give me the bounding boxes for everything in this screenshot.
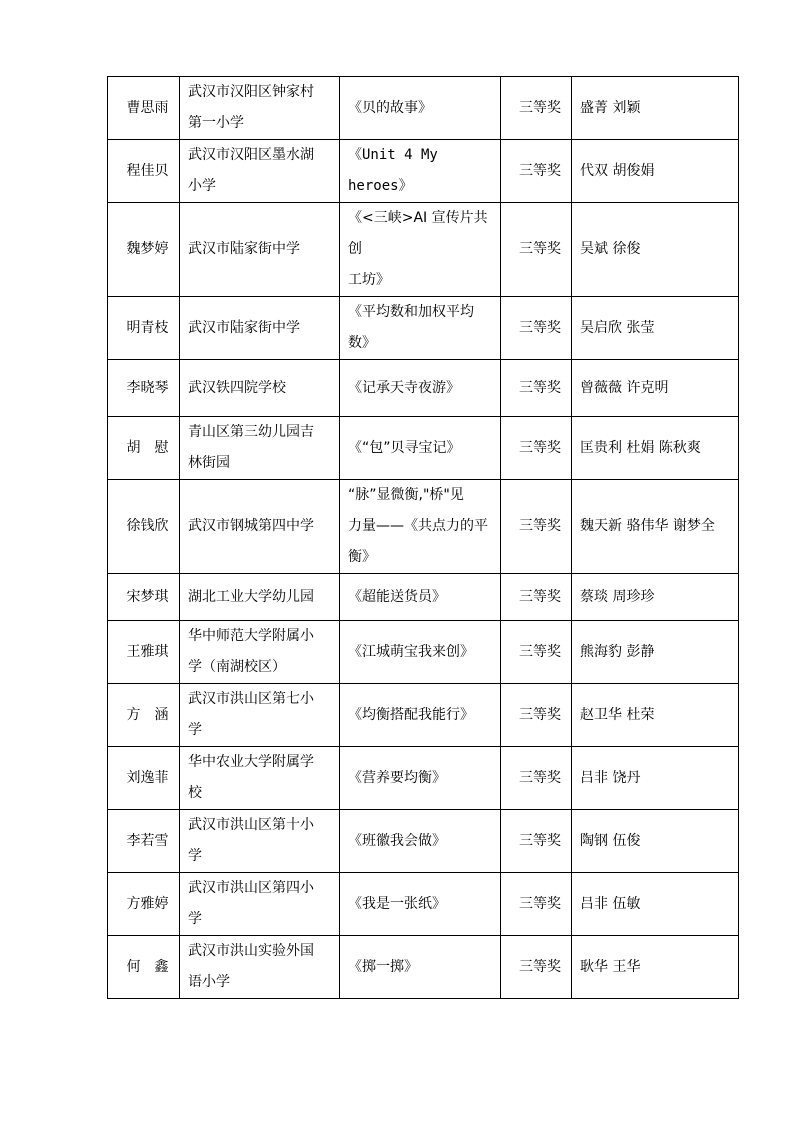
- awards-table: [107, 76, 739, 999]
- advisor-teachers: 陶钢 伍俊: [572, 810, 739, 873]
- advisor-teachers: 吕非 饶丹: [572, 747, 739, 810]
- school-name: 湖北工业大学幼儿园: [180, 574, 340, 621]
- school-name: 武汉市陆家街中学: [180, 297, 340, 360]
- advisor-teachers: 代双 胡俊娟: [572, 140, 739, 203]
- table-row: [108, 936, 739, 999]
- award-level: 三等奖: [501, 77, 572, 140]
- advisor-teachers: 赵卫华 杜荣: [572, 684, 739, 747]
- school-name: 武汉市陆家街中学: [180, 203, 340, 297]
- award-level: 三等奖: [501, 203, 572, 297]
- advisor-teachers: 吴启欣 张莹: [572, 297, 739, 360]
- table-row: [108, 621, 739, 684]
- student-name: 王雅琪: [108, 621, 180, 684]
- work-title: 《记承天寺夜游》: [340, 360, 501, 417]
- advisor-teachers: 蔡琰 周珍珍: [572, 574, 739, 621]
- table-row: [108, 574, 739, 621]
- work-title: 《均衡搭配我能行》: [340, 684, 501, 747]
- work-title: 《掷一掷》: [340, 936, 501, 999]
- table-row: [108, 684, 739, 747]
- award-level: 三等奖: [501, 297, 572, 360]
- table-row: [108, 873, 739, 936]
- advisor-teachers: 耿华 王华: [572, 936, 739, 999]
- table-row: [108, 140, 739, 203]
- school-name: 华中师范大学附属小 学（南湖校区）: [180, 621, 340, 684]
- table-row: [108, 77, 739, 140]
- table-row: [108, 203, 739, 297]
- table-row: [108, 417, 739, 480]
- award-level: 三等奖: [501, 747, 572, 810]
- work-title: 《营养要均衡》: [340, 747, 501, 810]
- school-name: 武汉市洪山区第七小 学: [180, 684, 340, 747]
- student-name: 方 涵: [108, 684, 180, 747]
- award-level: 三等奖: [501, 140, 572, 203]
- advisor-teachers: 匡贵利 杜娟 陈秋爽: [572, 417, 739, 480]
- advisor-teachers: 熊海豹 彭静: [572, 621, 739, 684]
- student-name: 宋梦琪: [108, 574, 180, 621]
- table-row: [108, 360, 739, 417]
- advisor-teachers: 吴斌 徐俊: [572, 203, 739, 297]
- table-row: [108, 297, 739, 360]
- award-level: 三等奖: [501, 936, 572, 999]
- work-title: 《超能送货员》: [340, 574, 501, 621]
- school-name: 武汉铁四院学校: [180, 360, 340, 417]
- advisor-teachers: 吕非 伍敏: [572, 873, 739, 936]
- school-name: 武汉市汉阳区墨水湖 小学: [180, 140, 340, 203]
- table-row: [108, 747, 739, 810]
- advisor-teachers: 魏天新 骆伟华 谢梦全: [572, 480, 739, 574]
- school-name: 武汉市钢城第四中学: [180, 480, 340, 574]
- advisor-teachers: 曾薇薇 许克明: [572, 360, 739, 417]
- school-name: 武汉市洪山区第十小 学: [180, 810, 340, 873]
- award-level: 三等奖: [501, 810, 572, 873]
- award-level: 三等奖: [501, 684, 572, 747]
- student-name: 曹思雨: [108, 77, 180, 140]
- work-title: “脉”显微衡,"桥"见 力量——《共点力的平 衡》: [340, 480, 501, 574]
- work-title: 《平均数和加权平均 数》: [340, 297, 501, 360]
- work-title: 《班徽我会做》: [340, 810, 501, 873]
- student-name: 方雅婷: [108, 873, 180, 936]
- work-title: 《江城萌宝我来创》: [340, 621, 501, 684]
- award-level: 三等奖: [501, 873, 572, 936]
- award-level: 三等奖: [501, 621, 572, 684]
- award-level: 三等奖: [501, 417, 572, 480]
- school-name: 武汉市汉阳区钟家村 第一小学: [180, 77, 340, 140]
- student-name: 李晓琴: [108, 360, 180, 417]
- school-name: 华中农业大学附属学 校: [180, 747, 340, 810]
- student-name: 徐钱欣: [108, 480, 180, 574]
- school-name: 青山区第三幼儿园吉 林街园: [180, 417, 340, 480]
- student-name: 明青枝: [108, 297, 180, 360]
- table-row: [108, 810, 739, 873]
- table-row: [108, 480, 739, 574]
- student-name: 胡 慰: [108, 417, 180, 480]
- award-level: 三等奖: [501, 480, 572, 574]
- work-title: 《贝的故事》: [340, 77, 501, 140]
- award-level: 三等奖: [501, 360, 572, 417]
- student-name: 魏梦婷: [108, 203, 180, 297]
- work-title: 《Unit 4 My heroes》: [340, 140, 501, 203]
- work-title: 《我是一张纸》: [340, 873, 501, 936]
- work-title: 《“包”贝寻宝记》: [340, 417, 501, 480]
- school-name: 武汉市洪山实验外国 语小学: [180, 936, 340, 999]
- student-name: 程佳贝: [108, 140, 180, 203]
- award-level: 三等奖: [501, 574, 572, 621]
- advisor-teachers: 盛菁 刘颖: [572, 77, 739, 140]
- work-title: 《<三峡>AI 宣传片共 创 工坊》: [340, 203, 501, 297]
- student-name: 李若雪: [108, 810, 180, 873]
- student-name: 刘逸菲: [108, 747, 180, 810]
- school-name: 武汉市洪山区第四小 学: [180, 873, 340, 936]
- student-name: 何 鑫: [108, 936, 180, 999]
